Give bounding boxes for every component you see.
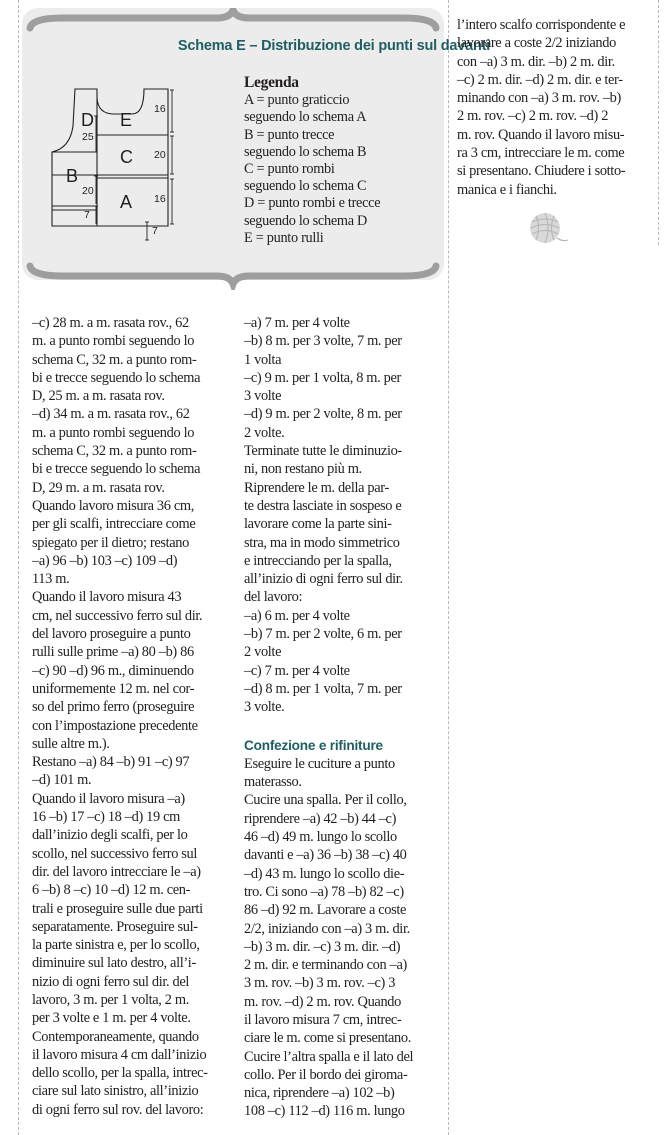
- text-line: per 3 volte e 1 m. per 4 volte.: [32, 1010, 191, 1027]
- label-d: D: [81, 110, 94, 130]
- text-line: ciare sul lato sinistro, all’inizio: [32, 1083, 199, 1100]
- text-line: 86 –d) 92 m. Lavorare a coste: [244, 902, 407, 919]
- text-line: tro. Ci sono –a) 78 –b) 82 –c): [244, 883, 404, 900]
- legend-line: seguendo lo schema B: [244, 143, 367, 160]
- text-line: 3 volte.: [244, 699, 285, 716]
- text-line: m. a punto rombi seguendo lo: [32, 333, 195, 350]
- text-line: uniformemente 12 m. nel cor-: [32, 680, 195, 697]
- text-line: Restano –a) 84 –b) 91 –c) 97: [32, 754, 190, 771]
- text-line: diminuire sul lato destro, all’i-: [32, 955, 196, 972]
- text-line: l’intero scalfo corrispondente e: [457, 17, 626, 33]
- text-line: dello scollo, per la spalla, intrec-: [32, 1065, 208, 1082]
- text-line: materasso.: [244, 774, 302, 791]
- legend-line: seguendo lo schema A: [244, 109, 367, 126]
- text-line: dall’inizio degli scalfi, per lo: [32, 827, 188, 844]
- column-divider-left: [18, 0, 19, 1135]
- label-c: C: [120, 147, 133, 167]
- text-line: sulle altre m.).: [32, 735, 110, 752]
- text-line: lavorare come la parte sini-: [244, 516, 392, 533]
- legend-line: E = punto rulli: [244, 229, 324, 246]
- text-line: davanti e –a) 36 –b) 38 –c) 40: [244, 847, 407, 864]
- text-line: riprendere –a) 42 –b) 44 –c): [244, 810, 397, 827]
- text-line: del lavoro:: [244, 589, 303, 606]
- measure-c-20: 20: [154, 149, 166, 161]
- text-line: ra 3 cm, intrecciare le m. come: [457, 145, 625, 162]
- text-line: Quando lavoro misura 36 cm,: [32, 497, 195, 514]
- text-line: 3 m. rov. –b) 3 m. rov. –c) 3: [244, 975, 396, 992]
- text-line: 6 –b) 8 –c) 10 –d) 12 m. cen-: [32, 882, 191, 899]
- text-column-2: [244, 314, 438, 1121]
- text-line: il lavoro misura 7 cm, intrec-: [244, 1011, 402, 1028]
- text-line: con l’impostazione precedente: [32, 717, 198, 734]
- schema-title: Schema E – Distribuzione dei punti sul davanti: [177, 38, 491, 54]
- text-line: Cucire una spalla. Per il collo,: [244, 792, 407, 809]
- text-line: del lavoro proseguire a punto: [32, 626, 191, 643]
- text-line: lavorare a coste 2/2 iniziando: [457, 35, 616, 52]
- text-line: m. rov. Quando il lavoro misu-: [457, 126, 625, 143]
- text-line: la parte sinistra e, per lo scollo,: [32, 937, 200, 954]
- text-column-3: [457, 16, 653, 199]
- text-line: trali e proseguire sulle due parti: [32, 900, 203, 917]
- text-line: so del primo ferro (proseguire: [32, 699, 195, 716]
- text-line: schema C, 32 m. a punto rom-: [32, 351, 197, 368]
- text-line: nizio di ogni ferro sul dir. del: [32, 973, 190, 990]
- text-line: con –a) 3 m. dir. –b) 2 m. dir.: [457, 53, 615, 70]
- measure-bottom-7: 7: [152, 225, 158, 237]
- text-line: –c) 28 m. a m. rasata rov., 62: [32, 315, 189, 331]
- section-heading: Confezione e rifiniture: [244, 737, 383, 753]
- text-line: Cucire l’altra spalla e il lato del: [244, 1048, 414, 1065]
- text-line: 108 –c) 112 –d) 116 m. lungo: [244, 1103, 405, 1120]
- text-line: e intrecciando per la spalla,: [244, 552, 392, 569]
- text-line: lavoro, 3 m. per 1 volta, 2 m.: [32, 991, 189, 1008]
- text-line: –b) 7 m. per 2 volte, 6 m. per: [244, 626, 402, 643]
- legend-line: C = punto rombi: [244, 161, 335, 178]
- text-line: Quando il lavoro misura –a): [32, 790, 185, 807]
- legend: [244, 74, 434, 247]
- text-line: il lavoro misura 4 cm dall’inizio: [32, 1046, 207, 1063]
- text-line: 2/2, iniziando con –a) 3 m. dir.: [244, 920, 410, 937]
- text-line: manica e i fianchi.: [457, 181, 557, 198]
- text-line: nica, riprendere –a) 102 –b): [244, 1085, 395, 1102]
- legend-line: seguendo lo schema D: [244, 212, 368, 229]
- legend-line: seguendo lo schema C: [244, 178, 367, 195]
- text-line: –a) 7 m. per 4 volte: [244, 315, 350, 331]
- text-line: –b) 3 m. dir. –c) 3 m. dir. –d): [244, 938, 401, 955]
- text-line: 16 –b) 17 –c) 18 –d) 19 cm: [32, 809, 180, 826]
- text-line: bi e trecce seguendo lo schema: [32, 369, 201, 386]
- text-line: Quando il lavoro misura 43: [32, 589, 182, 606]
- yarn-ball-icon: [527, 210, 569, 246]
- label-e: E: [120, 110, 133, 130]
- text-line: bi e trecce seguendo lo schema: [32, 461, 201, 478]
- text-line: Terminate tutte le diminuzio-: [244, 443, 402, 460]
- text-line: –d) 9 m. per 2 volte, 8 m. per: [244, 406, 402, 423]
- text-line: stra, ma in modo simmetrico: [244, 534, 400, 551]
- text-line: per gli scalfi, intrecciare come: [32, 516, 196, 533]
- text-line: –d) 101 m.: [32, 772, 92, 789]
- text-line: 1 volta: [244, 351, 282, 368]
- text-line: –c) 2 m. dir. –d) 2 m. dir. e ter-: [457, 71, 623, 88]
- text-line: Eseguire le cuciture a punto: [244, 755, 395, 772]
- legend-line: D = punto rombi e trecce: [244, 195, 381, 212]
- text-line: –c) 90 –d) 96 m., diminuendo: [32, 662, 194, 679]
- text-line: –d) 43 m. lungo lo scollo die-: [244, 865, 405, 882]
- measure-e-16: 16: [154, 103, 166, 115]
- page-edge-divider: [658, 0, 659, 245]
- text-column-1: [32, 314, 222, 1119]
- text-line: cm, nel successivo ferro sul dir.: [32, 607, 203, 624]
- text-line: –b) 8 m. per 3 volte, 7 m. per: [244, 333, 402, 350]
- legend-title: Legenda: [244, 74, 299, 91]
- front-panel-diagram: [48, 86, 238, 246]
- text-line: m. rov. –d) 2 m. rov. Quando: [244, 993, 401, 1010]
- text-line: 2 m. dir. e terminando con –a): [244, 957, 407, 974]
- text-line: 2 m. rov. –c) 2 m. rov. –d) 2: [457, 108, 609, 125]
- label-a: A: [120, 192, 133, 212]
- text-line: m. a punto rombi seguendo lo: [32, 424, 195, 441]
- text-line: ciare le m. come si presentano.: [244, 1030, 411, 1047]
- text-line: te destra lasciate in sospeso e: [244, 497, 402, 514]
- text-line: dir. del lavoro intrecciare le –a): [32, 863, 201, 880]
- text-line: collo. Per il bordo dei giroma-: [244, 1066, 408, 1083]
- measure-a-16: 16: [154, 193, 166, 205]
- measure-left-7: 7: [84, 209, 90, 221]
- text-line: si presentano. Chiudere i sotto-: [457, 163, 626, 180]
- text-line: 2 volte: [244, 644, 282, 661]
- text-line: 2 volte.: [244, 424, 285, 441]
- label-b: B: [66, 166, 79, 186]
- text-line: schema C, 32 m. a punto rom-: [32, 443, 197, 460]
- text-line: spiegato per il dietro; restano: [32, 534, 189, 551]
- measure-d-25: 25: [82, 131, 94, 143]
- measure-b-20: 20: [82, 185, 94, 197]
- text-line: rulli sulle prime –a) 80 –b) 86: [32, 644, 194, 661]
- text-line: –d) 8 m. per 1 volta, 7 m. per: [244, 680, 402, 697]
- box-top-border: [22, 8, 444, 38]
- box-bottom-border: [22, 260, 444, 290]
- text-line: scollo, nel successivo ferro sul: [32, 845, 198, 862]
- legend-line: B = punto trecce: [244, 126, 335, 143]
- text-line: di ogni ferro sul rov. del lavoro:: [32, 1101, 204, 1118]
- text-line: D, 25 m. a m. rasata rov.: [32, 388, 165, 405]
- text-line: –d) 34 m. a m. rasata rov., 62: [32, 406, 190, 423]
- text-line: –a) 96 –b) 103 –c) 109 –d): [32, 552, 178, 569]
- text-line: separatamente. Proseguire sul-: [32, 918, 198, 935]
- text-line: 3 volte: [244, 388, 282, 405]
- text-line: 113 m.: [32, 571, 70, 588]
- text-line: –a) 6 m. per 4 volte: [244, 607, 350, 624]
- text-line: ni, non restano più m.: [244, 461, 362, 478]
- text-line: –c) 9 m. per 1 volta, 8 m. per: [244, 369, 401, 386]
- text-line: Riprendere le m. della par-: [244, 479, 389, 496]
- legend-line: A = punto graticcio: [244, 92, 350, 109]
- text-line: minando con –a) 3 m. rov. –b): [457, 90, 621, 107]
- text-line: all’inizio di ogni ferro sul dir.: [244, 571, 403, 588]
- text-line: D, 29 m. a m. rasata rov.: [32, 479, 165, 496]
- text-line: Contemporaneamente, quando: [32, 1028, 199, 1045]
- column-divider-right: [448, 0, 449, 1135]
- text-line: 46 –d) 49 m. lungo lo scollo: [244, 829, 397, 846]
- text-line: –c) 7 m. per 4 volte: [244, 662, 350, 679]
